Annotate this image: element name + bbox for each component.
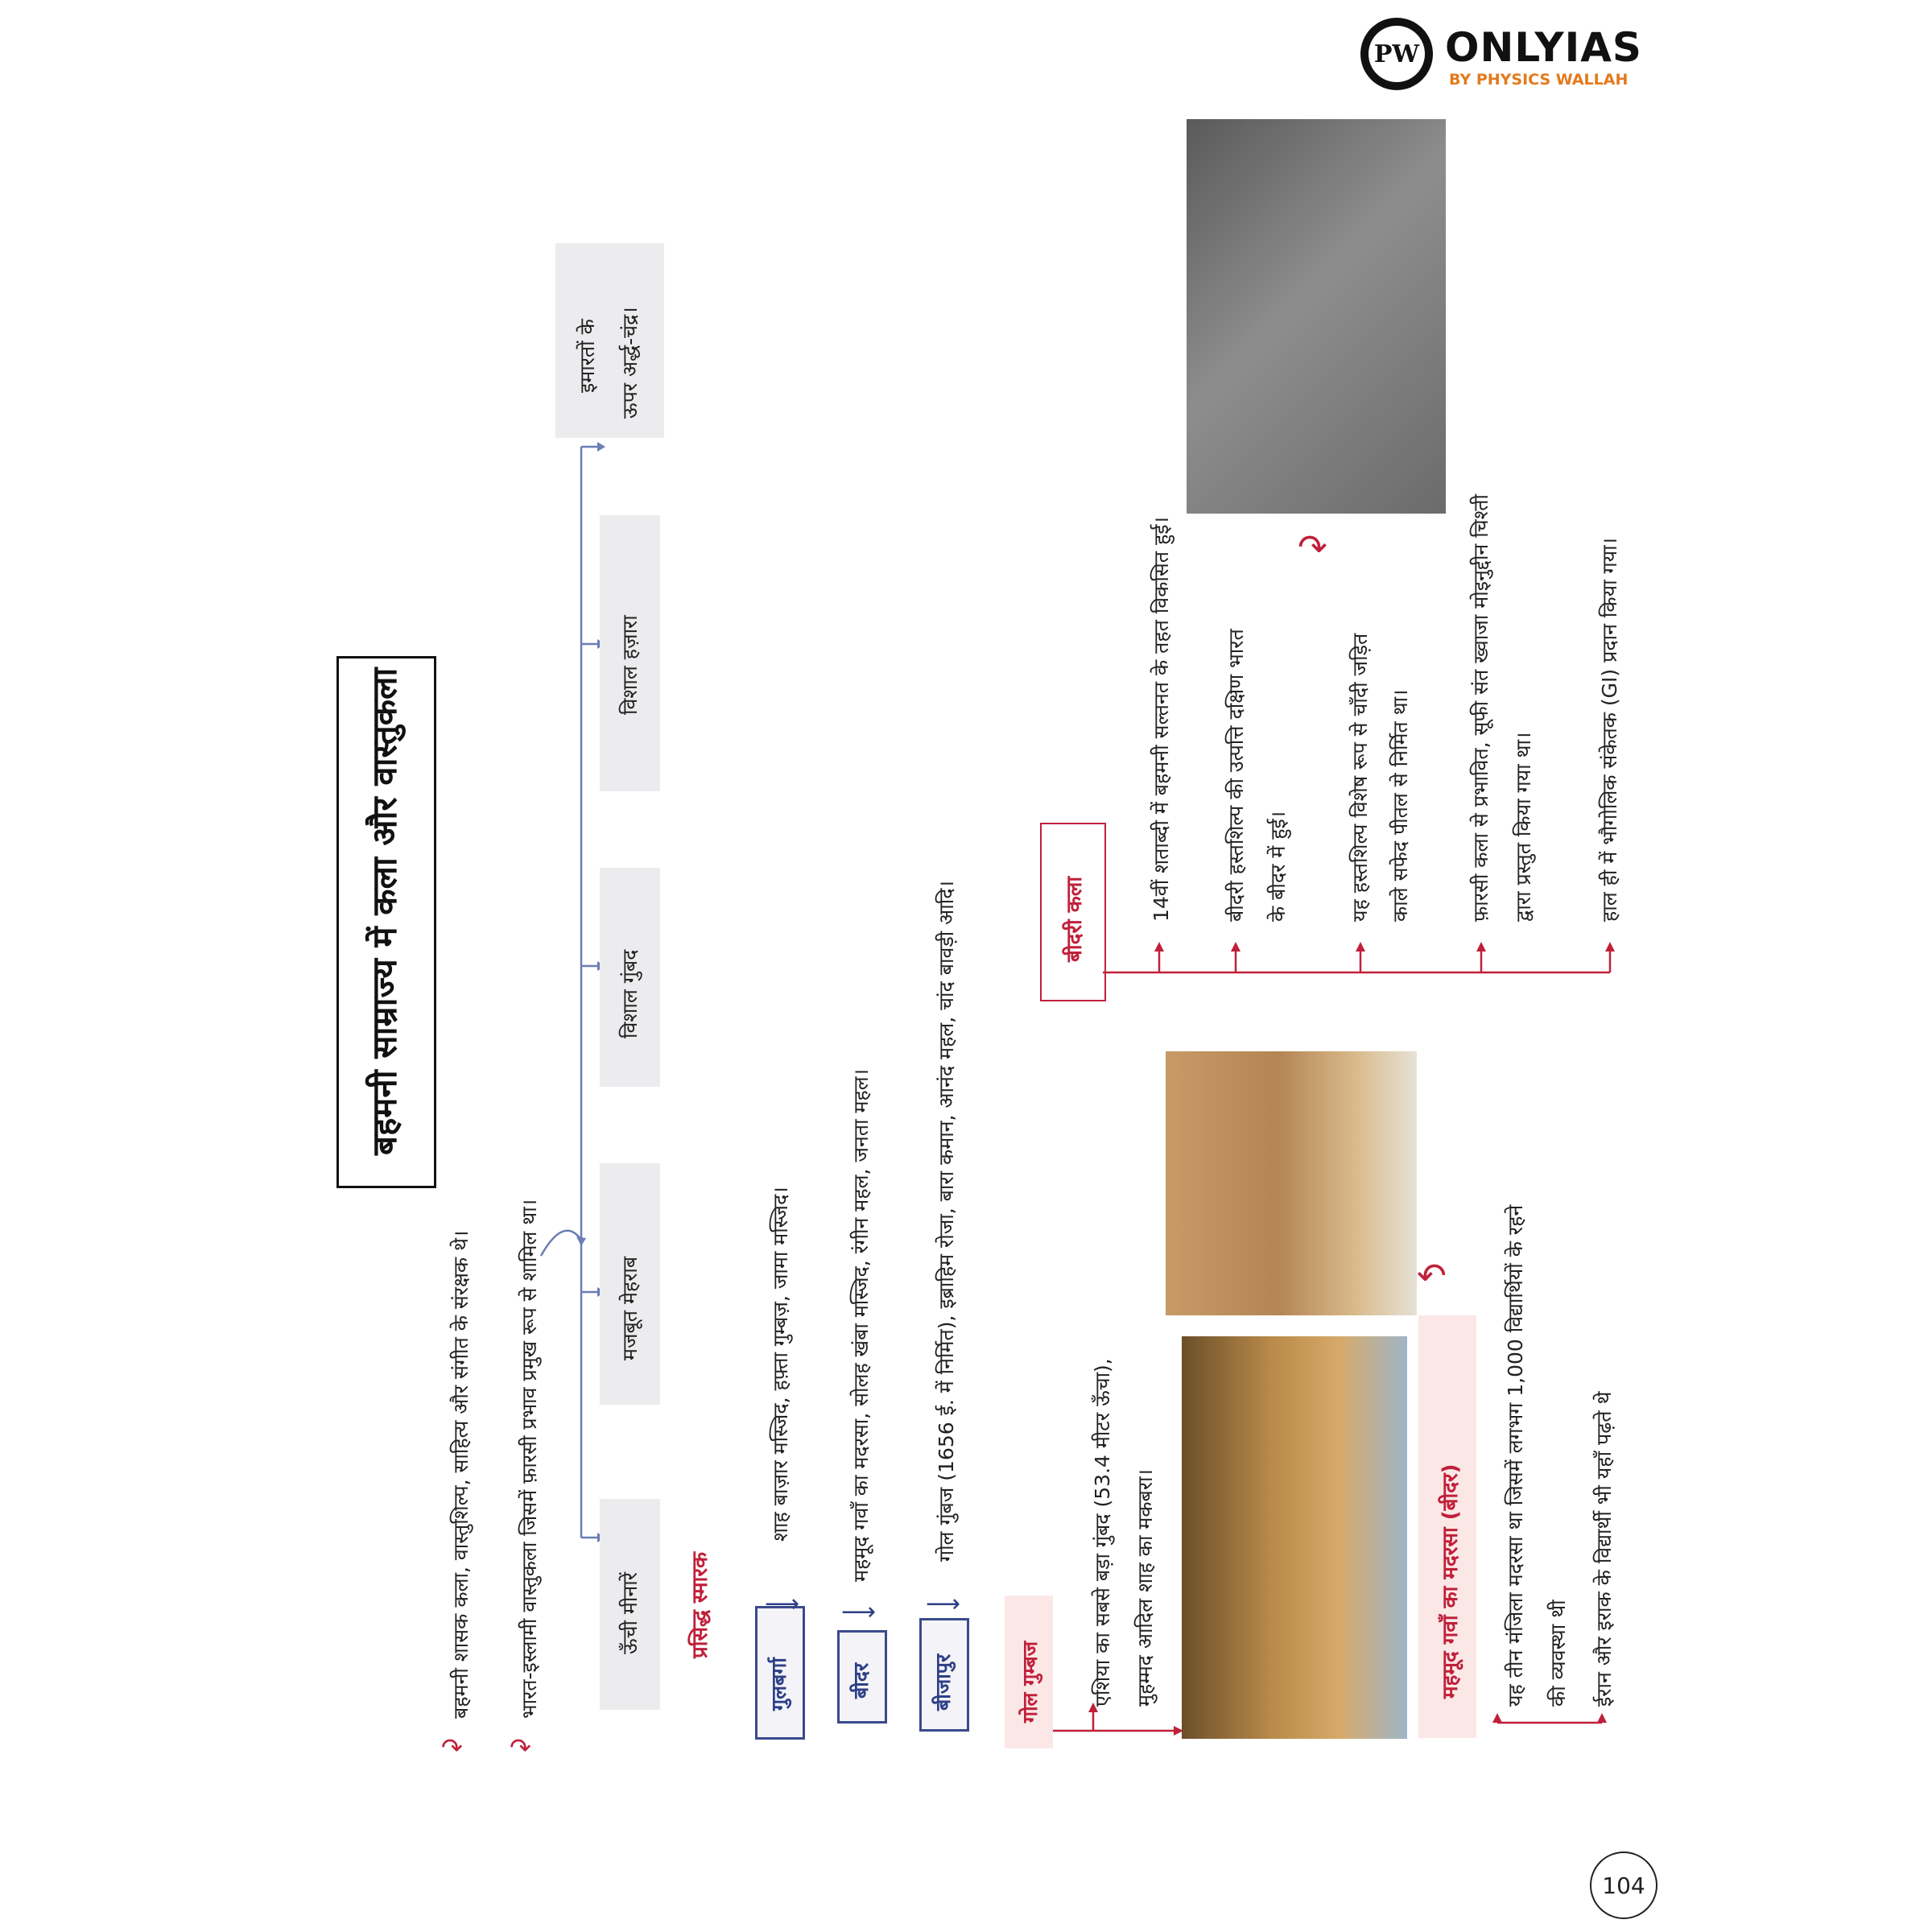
madrasa-point-1-line-2: की व्यवस्था थी [1546, 1600, 1570, 1707]
brand-name: ONLYIAS [1445, 24, 1642, 71]
curved-arrow-icon: ↷ [510, 1732, 531, 1763]
feature-crescent-line-2: ऊपर अर्द्ध-चंद्र। [618, 307, 642, 419]
feature-large-domes: विशाल गुंबद [618, 949, 642, 1038]
feature-strong-arches: मजबूत मेहराब [618, 1256, 642, 1360]
intro-point-1: बहमनी शासक कला, वास्तुशिल्प, साहित्य और संगीत के संरक्षक थे। [449, 1230, 473, 1719]
pw-logo-letters: PW [1368, 26, 1425, 82]
gol-gumbaz-line-2: मुहम्मद आदिल शाह का मकबरा। [1133, 1469, 1157, 1707]
arrow-right-icon: ⟶ [926, 1590, 961, 1618]
monument-desc-bidar: महमूद गवाँ का मदरसा, सोलह खंबा मस्जिद, रंगीन महल, जनता महल। [849, 1068, 873, 1582]
page-number-circle [1590, 1852, 1657, 1919]
place-gulbarga: गुलबर्गा [767, 1657, 791, 1711]
monuments-heading: प्रसिद्ध स्मारक [688, 1552, 712, 1658]
curved-arrow-icon: ↷ [1298, 527, 1327, 568]
bidri-point-4-line-1: फ़ारसी कला से प्रभावित, सूफी संत ख्वाजा मोइनुद्दीन चिश्ती [1469, 494, 1492, 922]
intro-point-2: भारत-इस्लामी वास्तुकला जिसमें फ़ारसी प्रभाव प्रमुख रूप से शामिल था। [518, 1199, 541, 1719]
bidri-label: बीदरी कला [1063, 876, 1087, 962]
madrasa-label: महमूद गवाँ का मदरसा (बीदर) [1439, 1463, 1463, 1699]
curved-arrow-icon: ↷ [441, 1732, 463, 1763]
madrasa-point-2: ईरान और इराक के विद्यार्थी भी यहाँ पढ़ते थे [1592, 1391, 1616, 1707]
bidri-point-2-line-1: बीदरी हस्तशिल्प की उत्पत्ति दक्षिण भारत [1224, 629, 1248, 922]
page-number: 104 [1602, 1872, 1645, 1899]
arrow-right-icon: ⟶ [841, 1598, 877, 1626]
feature-crescent-line-1: इमारतों के [576, 319, 599, 393]
bidri-point-5: हाल ही में भौगोलिक संकेतक (GI) प्रदान किया गया। [1598, 537, 1621, 922]
page-title: बहमनी साम्राज्य में कला और वास्तुकला [365, 667, 404, 1155]
bidri-point-1: 14वीं शताब्दी में बहमनी सल्तनत के तहत विकसित हुई। [1150, 517, 1173, 922]
monument-desc-bijapur: गोल गुंबज (1656 ई. में निर्मित), इब्राहिम रोजा, बारा कमान, आनंद महल, चांद बावड़ी आदि। [935, 881, 958, 1562]
monument-desc-gulbarga: शाह बाज़ार मस्जिद, हफ़्ता गुम्बज़, जामा मस्जिद। [769, 1187, 792, 1542]
brand-sub: BY PHYSICS WALLAH [1449, 71, 1629, 89]
gol-gumbaz-label: गोल गुम्बज [1018, 1641, 1042, 1723]
feature-vishal-hazara: विशाल हज़ारा [618, 615, 642, 715]
place-bijapur: बीजापुर [931, 1653, 955, 1711]
bidri-point-3-line-2: काले सफेद पीतल से निर्मित था। [1389, 689, 1412, 922]
curved-arrow-icon: ↶ [1417, 1256, 1447, 1297]
bidri-point-3-line-1: यह हस्तशिल्प विशेष रूप से चाँदी जड़ित [1348, 633, 1372, 922]
arrow-right-icon: ⟶ [765, 1590, 800, 1618]
madrasa-point-1-line-1: यह तीन मंजिला मदरसा था जिसमें लगभग 1,000 विद्यार्थियों के रहने [1504, 1204, 1527, 1707]
place-bidar: बीदर [849, 1662, 873, 1699]
gol-gumbaz-line-1: एशिया का सबसे बड़ा गुंबद (53.4 मीटर ऊँचा), [1091, 1358, 1114, 1707]
feature-tall-minarets: ऊँची मीनारें [618, 1572, 642, 1654]
bidri-point-2-line-2: के बीदर में हुई। [1266, 811, 1290, 922]
bidri-point-4-line-2: द्वारा प्रस्तुत किया गया था। [1512, 732, 1535, 922]
